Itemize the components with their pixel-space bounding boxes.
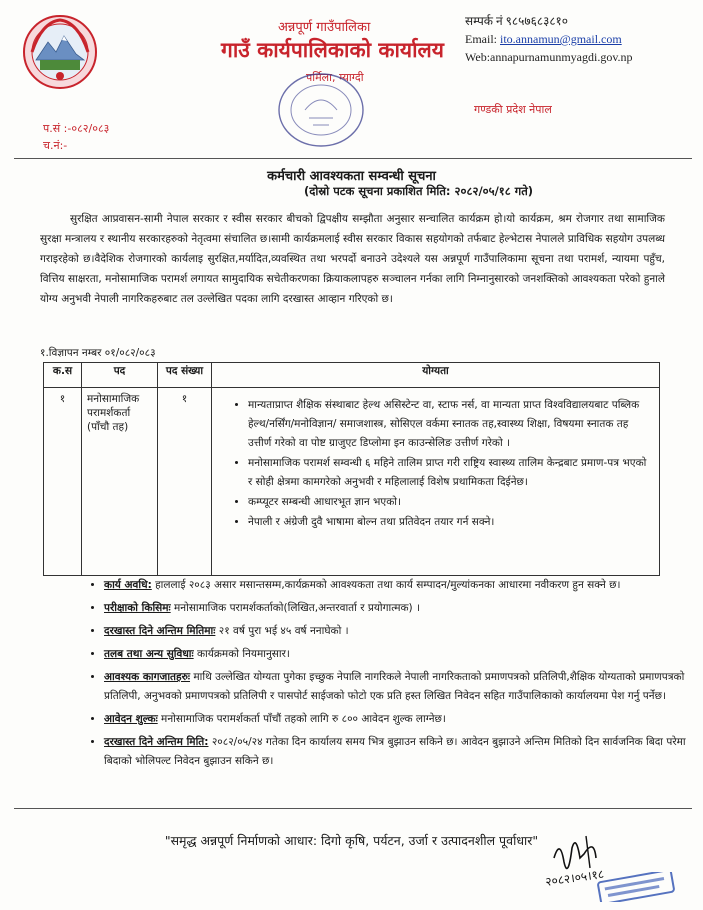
term-text: माथि उल्लेखित योग्यता पुगेका इच्छुक नेपालि नागरिकले नेपाली नागरिकताको प्रमाणपत्रको प्रतिलिपी,शैक्षिक योग्यताको प्रमाणपत्रको प्रतिलिपी, अनुभवको प्रमाणपत्रको प्रतिलिपी र पासपोर्ट साईजको फोटो एक प्रति हस्त लिखित निवेदन सहित गाउँपालिकाको कार्यालयमा पेश गर्नु पर्नेछ।: [104, 671, 685, 702]
advertisement-number: १.विज्ञापन नम्बर ०१/०८२/०८३: [40, 347, 156, 359]
term-text: २०८२/०५/२४ गतेका दिन कार्यालय समय भित्र बुझाउन सकिने छ। आवेदन बुझाउने अन्तिम मितिको दिन सार्वजनिक बिदा परेमा बिदाको भोलिपल्ट निवेदन बुझाउन सकिने छ।: [104, 736, 686, 767]
column-header-count: पद संख्या: [158, 363, 212, 388]
term-text: कार्यक्रमको नियमानुसार।: [193, 648, 290, 660]
header-divider: [14, 158, 692, 159]
term-text: मनोसामाजिक परामर्शकर्ता पाँचौं तहको लागि रु ८०० आवेदन शुल्क लाग्नेछ।: [157, 713, 446, 725]
term-item: [104, 733, 703, 771]
term-label: परीक्षाको किसिमः: [104, 602, 171, 614]
qualification-item: • कम्प्यूटर सम्बन्धी आधारभूत ज्ञान भएको।: [248, 493, 653, 512]
term-item: [104, 668, 703, 706]
contact-website[interactable]: Web:annapurnamunmyagdi.gov.np: [465, 50, 633, 64]
term-item: [104, 710, 703, 729]
term-label: आवेदन शुल्कः: [104, 713, 158, 725]
province-name: गण्डकी प्रदेश नेपाल: [474, 103, 552, 116]
term-label: दरखास्त दिने अन्तिम मिति:: [104, 736, 209, 748]
term-label: आवश्यक कागजातहरुः: [104, 671, 191, 683]
term-text: मनोसामाजिक परामर्शकर्ताको(लिखित,अन्तरवार्ता र प्रयोगात्मक) ।: [170, 602, 420, 614]
cell-sn: १: [44, 388, 82, 576]
notice-title: कर्मचारी आवश्यकता सम्वन्धी सूचना: [267, 169, 436, 184]
term-item: [104, 645, 703, 664]
email-label: Email:: [465, 32, 497, 46]
term-item: [104, 599, 703, 618]
municipality-emblem-icon: [22, 14, 98, 90]
qualification-item: • मान्यताप्राप्त शैक्षिक संस्थाबाट हेल्थ असिस्टेन्ट वा, स्टाफ नर्स, वा मान्यता प्राप्त विश्वविद्यालयबाट पब्लिक हेल्थ/नर्सिंग/मनोविज्ञान/ समाजशास्त्र, सोसिएल वर्कमा स्नातक तह,स्वास्थ्य शिक्षा, विषयमा स्नातक तह उत्तीर्ण गरेको वा पोष्ट ग्राजुएट डिप्लोमा इन काउन्सेलिङ उत्तीर्ण गरेको ।: [248, 396, 653, 453]
office-address: पर्मिला, म्याग्दी: [306, 71, 364, 84]
footer-divider: [14, 808, 692, 809]
footer-slogan: "समृद्ध अन्नपूर्ण निर्माणको आधार: दिगो कृषि, पर्यटन, उर्जा र उत्पादनशील पूर्वाधार": [164, 833, 539, 848]
reference-number: प.सं :-०८२/०८३: [43, 122, 110, 135]
municipality-name: अन्नपूर्ण गाउँपालिका: [278, 20, 371, 35]
terms-list: [72, 576, 703, 775]
qualification-item: • मनोसामाजिक परामर्श सम्वन्धी ६ महिने तालिम प्राप्त गरी राष्ट्रिय स्वास्थ्य तालिम केन्द्रबाट प्रमाण-पत्र भएको र सोही क्षेत्रमा कामगरेको अनुभवी र महिलालाई विशेष प्रथामिकता दिईनेछ।: [248, 454, 653, 492]
term-text: हाललाई २०८३ असार मसान्तसम्म,कार्यक्रमको आवश्यकता तथा कार्य सम्पादन/मुल्यांकनका आधारमा नवीकरण हुन सक्ने छ।: [151, 579, 621, 591]
cell-qualifications: [212, 388, 660, 576]
approval-stamp-icon: [595, 872, 677, 902]
email-link[interactable]: ito.annamun@gmail.com: [500, 32, 622, 46]
cell-post: मनोसामाजिक परामर्शकर्ता (पाँचौ तह): [82, 388, 158, 576]
contact-email-line: [465, 30, 633, 48]
table-header-row: [44, 363, 660, 388]
table-row: [44, 388, 660, 576]
column-header-post: पद: [82, 363, 158, 388]
term-item: [104, 576, 703, 595]
signature-date: २०८२।०५।१८: [544, 866, 605, 889]
reference-block: [43, 120, 109, 154]
notice-subtitle: (दोस्रो पटक सूचना प्रकाशित मिति: २०८२/०५/१८ गते): [304, 184, 534, 198]
notice-intro-paragraph: सुरक्षित आप्रवासन-सामी नेपाल सरकार र स्वीस सरकार बीचको द्विपक्षीय सम्झौता अनुसार सन्चालित कार्यक्रम हो।यो कार्यक्रम, श्रम रोजगार तथा सामाजिक सुरक्षा मन्त्रालय र स्थानीय सरकारहरुको नेतृत्वमा संचालित छ।सामी कार्यक्रमलाई स्वीस सरकार विकास सहयोगको तर्फबाट हेल्भेटास नेपालले प्राविधिक सहयोग उपलब्ध गराइरहेको छ।वैदेशिक रोजगारको कार्यलाइ सुरक्षित,मर्यादित,व्यवस्थित तथा भरपर्दो बनाउने उदेश्यले यस अन्नपूर्ण गाउँपालिकामा सूचना तथा परामर्श, न्यायमा पहुँच, वित्तिय साक्षरता, मनोसामाजिक परामर्श लगायत सामुदायिक सचेतीकरणका क्रियाकलापहरु सञ्चालन गर्नका लागि निम्नानुसारको जनशक्तिको आवश्यकता परेको हुनाले योग्य अनुभवी नेपाली नागरिकहरुबाट तल उल्लेखित पदका लागि दरखास्त आव्हान गरिएको छ।: [40, 213, 665, 305]
qualification-item: • नेपाली र अंग्रेजी दुवै भाषामा बोल्न तथा प्रतिवेदन तयार गर्न सक्ने।: [248, 513, 653, 532]
term-text: २१ वर्ष पुरा भई ४५ वर्ष ननाघेको ।: [215, 625, 349, 637]
office-seal-icon: [275, 70, 367, 150]
term-label: कार्य अवधि:: [104, 579, 152, 591]
dispatch-number: च.नं:-: [43, 139, 68, 152]
term-item: [104, 622, 703, 641]
office-title: गाउँ कार्यपालिकाको कार्यालय: [221, 38, 444, 62]
term-label: तलब तथा अन्य सुविधाः: [104, 648, 194, 660]
contact-block: [465, 12, 633, 66]
vacancy-table: [43, 362, 660, 576]
cell-count: १: [158, 388, 212, 576]
column-header-qualification: योग्यता: [212, 363, 660, 388]
contact-phone: सम्पर्क नं ९८५७६८३८१०: [465, 14, 569, 28]
column-header-sn: क.स: [44, 363, 82, 388]
term-label: दरखास्त दिने अन्तिम मितिमाः: [104, 625, 216, 637]
